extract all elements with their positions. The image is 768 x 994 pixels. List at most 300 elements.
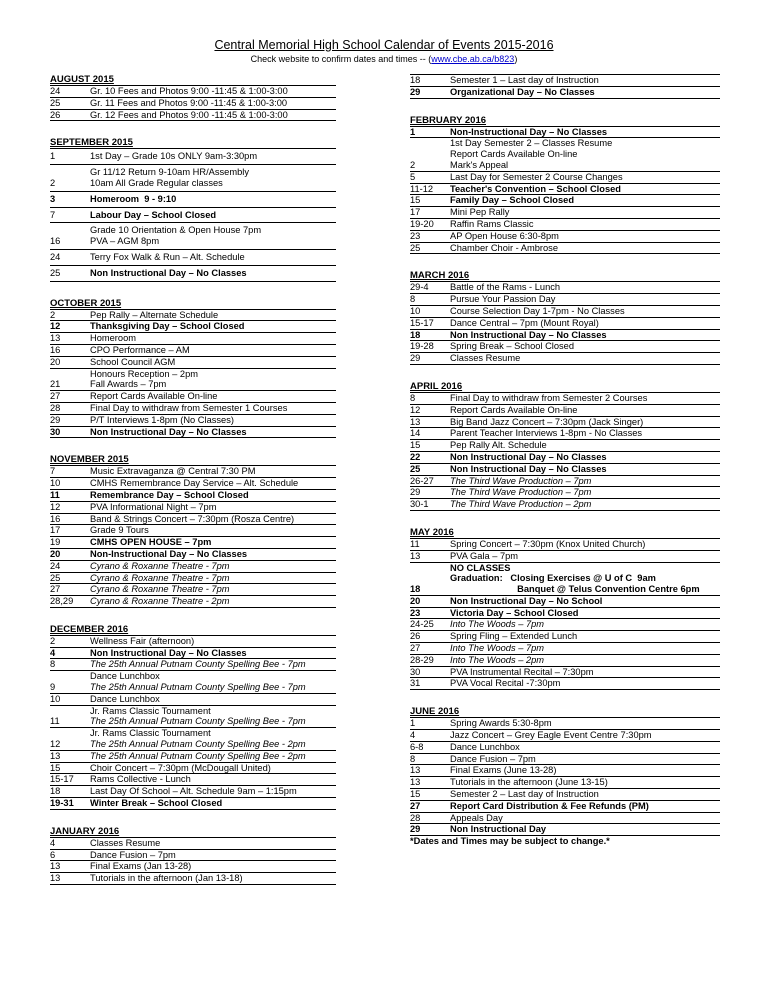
month-heading: SEPTEMBER 2015 <box>50 137 133 149</box>
event-text: Battle of the Rams - Lunch <box>450 282 561 293</box>
event-row <box>50 489 336 501</box>
event-date: 1 <box>50 149 90 165</box>
event-text: Winter Break – School Closed <box>90 798 223 809</box>
event-description <box>90 537 336 549</box>
event-row <box>50 207 336 223</box>
event-description <box>450 341 720 353</box>
event-description <box>450 741 720 753</box>
event-text: Tutorials in the afternoon (Jan 13-18) <box>90 873 243 884</box>
event-date: 10 <box>50 693 90 705</box>
event-date: 7 <box>50 207 90 223</box>
event-text: CPO Performance – AM <box>90 344 190 355</box>
event-description <box>90 774 336 786</box>
event-row <box>410 353 720 365</box>
events-table <box>50 465 336 608</box>
event-row <box>50 309 336 321</box>
event-description <box>90 333 336 345</box>
event-description <box>450 207 720 219</box>
event-text: Non Instructional Day – No Classes <box>90 426 247 437</box>
event-row <box>410 538 720 550</box>
event-row <box>410 631 720 643</box>
event-row <box>410 812 720 824</box>
event-date: 21 <box>50 368 90 391</box>
event-text: Gr. 11 Fees and Photos 9:00 -11:45 & 1:00-3:00 <box>90 97 288 108</box>
event-date: 15-17 <box>410 317 450 329</box>
event-row <box>50 333 336 345</box>
event-date: 18 <box>50 786 90 798</box>
event-row <box>50 849 336 861</box>
event-text: Semester 1 – Last day of Instruction <box>450 75 599 85</box>
event-row <box>410 753 720 765</box>
month-section <box>410 527 720 690</box>
event-row <box>50 426 336 438</box>
event-date: 25 <box>50 265 90 281</box>
event-description <box>90 849 336 861</box>
month-section <box>50 454 336 608</box>
event-description <box>450 75 720 87</box>
event-row <box>410 440 720 452</box>
event-date: 29 <box>410 86 450 98</box>
event-text: PVA Vocal Recital -7:30pm <box>450 678 561 689</box>
event-date: 19-31 <box>50 798 90 810</box>
event-description <box>450 475 720 487</box>
event-row <box>50 728 336 751</box>
event-description <box>450 404 720 416</box>
event-text: Grade 9 Tours <box>90 525 149 536</box>
event-date: 2 <box>410 138 450 171</box>
event-description <box>450 195 720 207</box>
event-text: Cyrano & Roxanne Theatre - 7pm <box>90 560 230 571</box>
event-description <box>90 548 336 560</box>
event-date: 29 <box>50 414 90 426</box>
event-date: 23 <box>410 607 450 619</box>
month-section <box>410 706 720 847</box>
event-description <box>90 572 336 584</box>
event-text: Family Day – School Closed <box>450 195 574 206</box>
event-date: 27 <box>410 800 450 812</box>
month-heading: AUGUST 2015 <box>50 74 114 85</box>
month-heading: JUNE 2016 <box>410 706 460 718</box>
event-text: Music Extravaganza @ Central 7:30 PM <box>90 466 256 477</box>
event-description <box>450 230 720 242</box>
event-row <box>50 165 336 192</box>
events-table <box>410 717 720 836</box>
event-text: PVA Instrumental Recital – 7:30pm <box>450 666 594 677</box>
event-row <box>410 86 720 98</box>
event-description <box>450 619 720 631</box>
event-row <box>410 475 720 487</box>
month-section <box>50 137 336 281</box>
event-text: Appeals Day <box>450 812 503 823</box>
event-row <box>410 230 720 242</box>
event-date: 11 <box>50 705 90 728</box>
event-text: Cyrano & Roxanne Theatre - 7pm <box>90 572 230 583</box>
event-row <box>410 138 720 171</box>
event-description <box>450 451 720 463</box>
event-text: Chamber Choir - Ambrose <box>450 242 558 253</box>
event-date: 13 <box>410 416 450 428</box>
event-description <box>90 671 336 694</box>
event-date: 11 <box>410 538 450 550</box>
event-row <box>50 368 336 391</box>
event-row <box>410 404 720 416</box>
month-section <box>410 115 720 255</box>
event-description <box>90 344 336 356</box>
event-date: 19-20 <box>410 218 450 230</box>
event-row <box>410 800 720 812</box>
event-date: 16 <box>50 344 90 356</box>
event-row <box>50 466 336 478</box>
event-description <box>450 777 720 789</box>
event-text: The Third Wave Production – 2pm <box>450 499 592 510</box>
event-row <box>50 798 336 810</box>
event-text: 1st Day Semester 2 – Classes Resume <box>450 138 613 149</box>
event-date: 13 <box>50 861 90 873</box>
events-table <box>410 281 720 365</box>
event-text: Report Cards Available On-line <box>90 391 218 402</box>
event-description <box>450 789 720 801</box>
event-row <box>410 282 720 294</box>
event-row <box>50 249 336 265</box>
event-date: 13 <box>410 765 450 777</box>
event-text: Non Instructional Day – No Classes <box>90 647 247 658</box>
event-description <box>450 126 720 138</box>
event-text: Final Day to withdraw from Semester 1 Courses <box>90 402 288 413</box>
event-description <box>450 666 720 678</box>
event-text: Band & Strings Concert – 7:30pm (Rosza Centre) <box>90 513 295 524</box>
event-row <box>50 97 336 109</box>
event-text: Mark's Appeal <box>450 159 509 170</box>
event-date: 18 <box>410 562 450 595</box>
month-heading: MAY 2016 <box>410 526 454 538</box>
event-text: Last Day for Semester 2 Course Changes <box>450 171 623 182</box>
event-description <box>450 718 720 730</box>
event-row <box>50 513 336 525</box>
event-description <box>90 223 336 250</box>
event-description <box>90 109 336 121</box>
event-row <box>410 654 720 666</box>
event-text: Dance Fusion – 7pm <box>90 849 176 860</box>
event-row <box>50 584 336 596</box>
event-description <box>450 730 720 742</box>
event-date: 12 <box>50 501 90 513</box>
month-heading: FEBRUARY 2016 <box>410 114 487 126</box>
event-date: 8 <box>50 659 90 671</box>
event-text: Teacher's Convention – School Closed <box>450 183 621 194</box>
events-table <box>410 392 720 511</box>
event-text: Dance Central – 7pm (Mount Royal) <box>450 317 599 328</box>
event-text: Non Instructional Day – No Classes <box>450 451 607 462</box>
month-heading: MARCH 2016 <box>410 270 470 282</box>
event-description <box>450 550 720 562</box>
event-row <box>410 643 720 655</box>
event-row <box>410 499 720 511</box>
event-text: Jazz Concert – Grey Eagle Event Centre 7:30pm <box>450 730 652 741</box>
event-description <box>90 525 336 537</box>
event-description <box>450 428 720 440</box>
event-text: NO CLASSES <box>450 562 511 573</box>
events-table <box>410 538 720 690</box>
event-row <box>410 428 720 440</box>
event-description <box>90 501 336 513</box>
event-description <box>90 466 336 478</box>
event-text: Parent Teacher Interviews 1-8pm - No Classes <box>450 428 643 439</box>
event-description <box>450 440 720 452</box>
month-section <box>50 624 336 810</box>
event-description <box>90 414 336 426</box>
event-text: Homeroom <box>90 333 136 344</box>
event-text: Banquet @ Telus Convention Centre 6pm <box>450 584 700 595</box>
event-date: 8 <box>410 392 450 404</box>
event-date: 30-1 <box>410 499 450 511</box>
event-row <box>410 451 720 463</box>
event-date: 29 <box>410 487 450 499</box>
event-row <box>50 414 336 426</box>
event-text: Dance Lunchbox <box>90 693 160 704</box>
event-row <box>410 126 720 138</box>
event-date: 25 <box>410 463 450 475</box>
month-section <box>50 74 336 121</box>
event-date: 19 <box>50 537 90 549</box>
event-row <box>50 525 336 537</box>
event-date: 11 <box>50 489 90 501</box>
events-table <box>50 85 336 121</box>
event-row <box>50 750 336 762</box>
event-description <box>450 218 720 230</box>
event-row <box>410 305 720 317</box>
event-text: The 25th Annual Putnam County Spelling Bee - 2pm <box>90 739 306 750</box>
event-description <box>90 635 336 647</box>
event-text: PVA – AGM 8pm <box>90 236 160 247</box>
event-date: 13 <box>410 550 450 562</box>
event-row <box>50 873 336 885</box>
event-row <box>410 75 720 87</box>
event-text: Jr. Rams Classic Tournament <box>90 705 211 716</box>
event-text: Final Day to withdraw from Semester 2 Courses <box>450 392 648 403</box>
event-text: Semester 2 – Last day of Instruction <box>450 789 599 800</box>
event-text: Remembrance Day – School Closed <box>90 489 249 500</box>
event-date: 31 <box>410 678 450 690</box>
event-row <box>50 344 336 356</box>
event-text: Spring Fling – Extended Lunch <box>450 631 578 642</box>
event-description <box>90 837 336 849</box>
event-date: 9 <box>50 671 90 694</box>
event-date: 4 <box>50 837 90 849</box>
event-date: 25 <box>410 242 450 254</box>
event-text: The Third Wave Production – 7pm <box>450 475 592 486</box>
event-description <box>450 416 720 428</box>
event-text: Report Card Distribution & Fee Refunds (PM) <box>450 800 649 811</box>
event-text: Non Instructional Day <box>450 824 547 835</box>
events-table <box>50 309 336 439</box>
event-description <box>90 513 336 525</box>
event-row <box>50 402 336 414</box>
event-text: Honours Reception – 2pm <box>90 368 199 379</box>
event-row <box>50 837 336 849</box>
event-text: Rams Collective - Lunch <box>90 774 191 785</box>
event-text: Non Instructional Day – No Classes <box>90 267 247 278</box>
event-text: CMHS OPEN HOUSE – 7pm <box>90 537 212 548</box>
footnote: *Dates and Times may be subject to change.* <box>410 836 610 847</box>
event-description <box>90 86 336 98</box>
event-text: The 25th Annual Putnam County Spelling Bee - 2pm <box>90 750 306 761</box>
event-text: Final Exams (Jan 13-28) <box>90 861 192 872</box>
event-date: 24 <box>50 560 90 572</box>
event-row <box>410 183 720 195</box>
event-date: 29 <box>410 353 450 365</box>
event-row <box>410 195 720 207</box>
website-link[interactable]: www.cbe.ab.ca/b823 <box>431 54 515 64</box>
event-date: 1 <box>410 126 450 138</box>
event-text: Cyrano & Roxanne Theatre - 2pm <box>90 596 230 607</box>
event-date: 30 <box>50 426 90 438</box>
event-text: Non Instructional Day – No Classes <box>450 329 607 340</box>
events-table <box>50 635 336 810</box>
event-date: 25 <box>50 572 90 584</box>
month-section <box>50 826 336 885</box>
event-row <box>410 341 720 353</box>
event-date: 1 <box>410 718 450 730</box>
events-table <box>410 74 720 99</box>
event-date: 27 <box>50 391 90 403</box>
event-description <box>450 753 720 765</box>
event-row <box>50 478 336 490</box>
event-description <box>450 765 720 777</box>
event-text: Non-Instructional Day – No Classes <box>90 548 248 559</box>
events-table <box>50 148 336 281</box>
event-description <box>450 86 720 98</box>
event-date: 13 <box>410 777 450 789</box>
event-description <box>90 861 336 873</box>
event-row <box>410 392 720 404</box>
event-date: 6 <box>50 849 90 861</box>
event-date: 12 <box>50 321 90 333</box>
event-text: Jr. Rams Classic Tournament <box>90 728 211 739</box>
right-column <box>410 74 720 863</box>
event-text: Non Instructional Day – No School <box>450 595 603 606</box>
event-row <box>50 774 336 786</box>
event-description <box>90 705 336 728</box>
event-description <box>450 800 720 812</box>
event-date: 28-29 <box>410 654 450 666</box>
event-row <box>50 671 336 694</box>
event-date: 15-17 <box>50 774 90 786</box>
event-text: Gr 11/12 Return 9-10am HR/Assembly <box>90 167 249 178</box>
event-description <box>450 678 720 690</box>
event-description <box>90 368 336 391</box>
event-description <box>90 659 336 671</box>
event-row <box>410 607 720 619</box>
event-date: 12 <box>50 728 90 751</box>
event-row <box>410 666 720 678</box>
event-date: 8 <box>410 294 450 306</box>
event-text: Terry Fox Walk & Run – Alt. Schedule <box>90 251 245 262</box>
event-date: 11-12 <box>410 183 450 195</box>
event-row <box>50 635 336 647</box>
event-description <box>450 463 720 475</box>
event-row <box>410 487 720 499</box>
event-text: Mini Pep Rally <box>450 207 510 218</box>
event-date: 20 <box>50 356 90 368</box>
event-text: Spring Awards 5:30-8pm <box>450 718 552 729</box>
event-text: Organizational Day – No Classes <box>450 86 595 97</box>
event-description <box>90 265 336 281</box>
event-date: 15 <box>50 762 90 774</box>
month-section <box>410 270 720 365</box>
event-text: Big Band Jazz Concert – 7:30pm (Jack Singer) <box>450 416 644 427</box>
event-row <box>50 659 336 671</box>
event-text: Classes Resume <box>450 353 521 364</box>
event-date: 4 <box>410 730 450 742</box>
event-row <box>50 548 336 560</box>
event-text: CMHS Remembrance Day Service – Alt. Schedule <box>90 478 299 489</box>
event-description <box>90 693 336 705</box>
event-date: 28 <box>410 812 450 824</box>
event-description <box>90 207 336 223</box>
page-subtitle <box>0 54 768 64</box>
event-date: 26 <box>50 109 90 121</box>
event-text: Final Exams (June 13-28) <box>450 765 557 776</box>
event-text: PVA Informational Night – 7pm <box>90 501 217 512</box>
event-row <box>410 718 720 730</box>
event-text: School Council AGM <box>90 356 176 367</box>
event-date: 28,29 <box>50 596 90 608</box>
event-description <box>450 171 720 183</box>
event-date: 12 <box>410 404 450 416</box>
page-title: Central Memorial High School Calendar of Events 2015-2016 <box>214 38 554 52</box>
event-date: 20 <box>410 595 450 607</box>
event-date: 14 <box>410 428 450 440</box>
event-date: 19-28 <box>410 341 450 353</box>
event-text: Course Selection Day 1-7pm - No Classes <box>450 305 625 316</box>
subtitle-prefix: Check website to confirm dates and times -- ( <box>250 54 432 64</box>
event-date: 30 <box>410 666 450 678</box>
event-text: Dance Fusion – 7pm <box>450 753 536 764</box>
event-description <box>90 873 336 885</box>
event-date: 26-27 <box>410 475 450 487</box>
event-date: 18 <box>410 329 450 341</box>
event-text: Homeroom 9 - 9:10 <box>90 193 177 204</box>
event-description <box>90 560 336 572</box>
event-date: 7 <box>50 466 90 478</box>
event-text: Raffin Rams Classic <box>450 218 534 229</box>
event-text: Dance Lunchbox <box>90 671 160 682</box>
event-text: Wellness Fair (afternoon) <box>90 635 195 646</box>
event-text: Into The Woods – 7pm <box>450 619 545 630</box>
event-text: Classes Resume <box>90 837 161 848</box>
event-description <box>90 402 336 414</box>
event-text: Pep Rally – Alternate Schedule <box>90 309 219 320</box>
event-description <box>90 798 336 810</box>
event-date: 13 <box>50 750 90 762</box>
events-table <box>50 837 336 885</box>
event-text: Spring Break – School Closed <box>450 341 575 352</box>
event-description <box>90 426 336 438</box>
event-date: 8 <box>410 753 450 765</box>
event-description <box>450 282 720 294</box>
event-description <box>90 309 336 321</box>
event-text: Into The Woods – 7pm <box>450 643 545 654</box>
event-text: The 25th Annual Putnam County Spelling Bee - 7pm <box>90 659 306 670</box>
event-row <box>50 861 336 873</box>
event-description <box>450 499 720 511</box>
event-date: 16 <box>50 223 90 250</box>
event-row <box>410 777 720 789</box>
event-description <box>90 728 336 751</box>
event-row <box>50 191 336 207</box>
month-section <box>410 74 720 99</box>
event-description <box>450 538 720 550</box>
